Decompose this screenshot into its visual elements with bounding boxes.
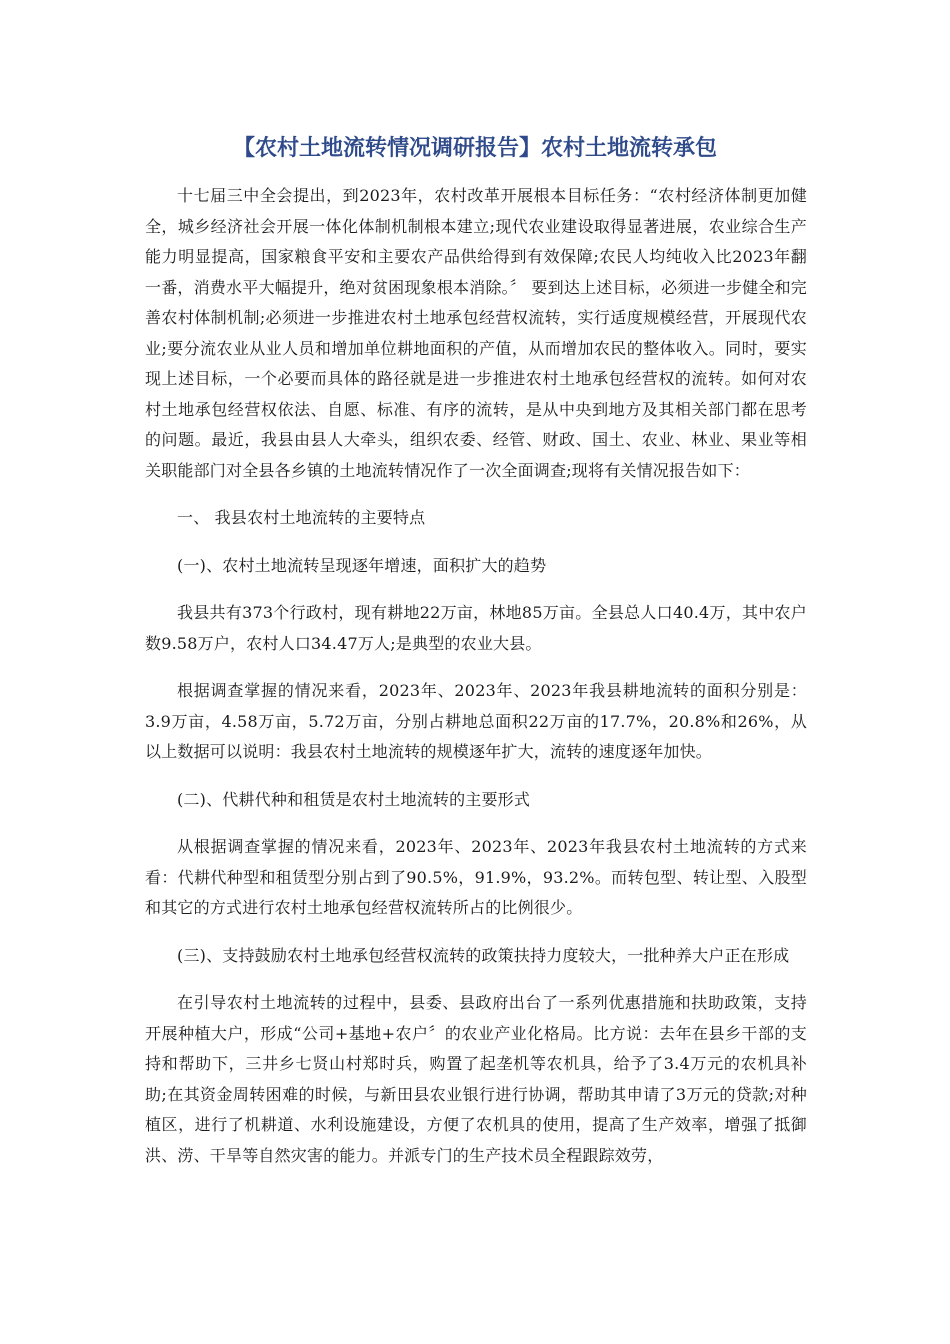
paragraph-county-overview: 我县共有373个行政村，现有耕地22万亩，林地85万亩。全县总人口40.4万，其中农户数9.58万户，农村人口34.47万人;是典型的农业大县。	[145, 603, 807, 653]
section-heading-1: 一、 我县农村土地流转的主要特点	[177, 508, 426, 527]
paragraph-intro: 十七届三中全会提出，到2023年，农村改革开展根本目标任务：“农村经济体制更加健全，城乡经济社会开展一体化体制机制根本建立;现代农业建设取得显著进展，农业综合生产能力明显提高，国家粮食平安和主要农产品供给得到有效保障;农民人均纯收入比2023年翻一番，消费水平大幅提升，绝对贫困现象根本消除。〞 要到达上述目标，必须进一步健全和完善农村体制机制;必须进一步推进农村土地承包经营权流转，实行适度规模经营，开展现代农业;要分流农业从业人员和增加单位耕地面积的产值，从而增加农民的整体收入。同时，要实现上述目标，一个必要而具体的路径就是进一步推进农村土地承包经营权的流转。如何对农村土地承包经营权依法、自愿、标准、有序的流转，是从中央到地方及其相关部门都在思考的问题。最近，我县由县人大牵头，组织农委、经管、财政、国土、农业、林业、果业等相关职能部门对全县各乡镇的土地流转情况作了一次全面调查;现将有关情况报告如下：	[145, 186, 807, 480]
paragraph-transfer-area: 根据调查掌握的情况来看，2023年、2023年、2023年我县耕地流转的面积分别是：3.9万亩，4.58万亩，5.72万亩，分别占耕地总面积22万亩的17.7%，20.8%和26%，从以上数据可以说明：我县农村土地流转的规模逐年扩大，流转的速度逐年加快。	[145, 681, 807, 761]
document-title: 【农村土地流转情况调研报告】农村土地流转承包	[232, 136, 717, 161]
document-body	[145, 181, 807, 1171]
subsection-heading-3: (三)、支持鼓励农村土地承包经营权流转的政策扶持力度较大，一批种养大户正在形成	[177, 945, 790, 965]
subsection-heading-1: (一)、农村土地流转呈现逐年增速，面积扩大的趋势	[177, 555, 547, 575]
paragraph-policy-support: 在引导农村土地流转的过程中，县委、县政府出台了一系列优惠措施和扶助政策，支持开展种植大户，形成“公司+基地+农户〞的农业产业化格局。比方说：去年在县乡干部的支持和帮助下，三井乡七贤山村郑时兵，购置了起垄机等农机具，给予了3.4万元的农机具补助;在其资金周转困难的时候，与新田县农业银行进行协调，帮助其申请了3万元的贷款;对种植区，进行了机耕道、水利设施建设，方便了农机具的使用，提高了生产效率，增强了抵御洪、涝、干旱等自然灾害的能力。并派专门的生产技术员全程跟踪效劳，	[145, 993, 807, 1165]
paragraph-transfer-forms: 从根据调查掌握的情况来看，2023年、2023年、2023年我县农村土地流转的方式来看：代耕代种型和租赁型分别占到了90.5%，91.9%，93.2%。而转包型、转让型、入股型和其它的方式进行农村土地承包经营权流转所占的比例很少。	[145, 837, 807, 917]
subsection-heading-2: (二)、代耕代种和租赁是农村土地流转的主要形式	[177, 789, 531, 809]
